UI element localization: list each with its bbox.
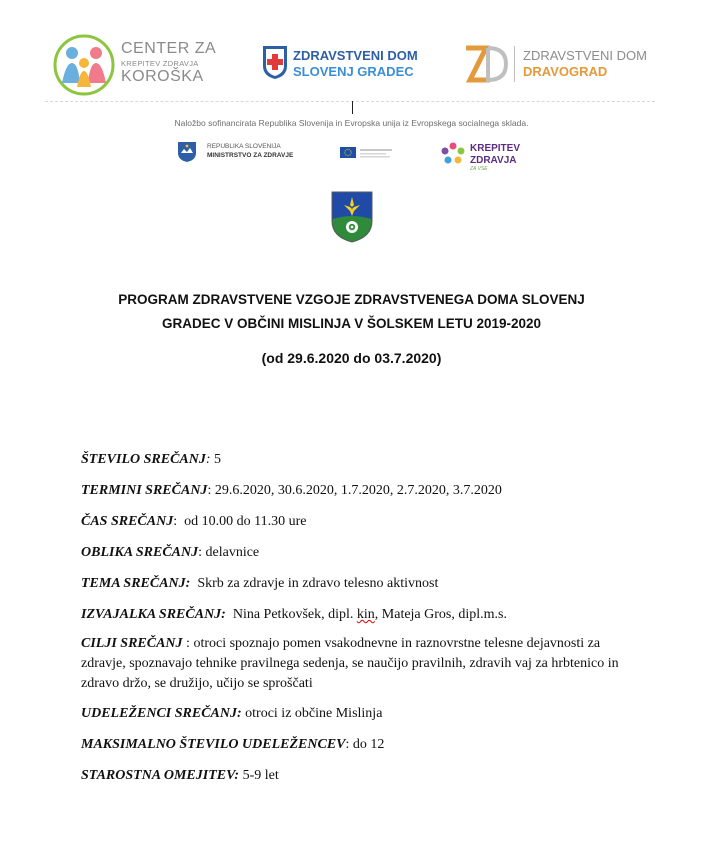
detail-termini-srecanj xyxy=(81,482,502,500)
detail-label: OBLIKA SREČANJ xyxy=(81,545,199,560)
detail-separator: : xyxy=(173,514,185,529)
center-logo-line1: CENTER ZA xyxy=(121,40,217,57)
ministry-line2: MINISTRSTVO ZA ZDRAVJE xyxy=(207,152,294,159)
krepitev-line1: KREPITEV xyxy=(470,143,521,154)
spellcheck-word: kin xyxy=(356,607,375,622)
dravograd-divider xyxy=(514,46,515,82)
detail-udelezenci-srecanj xyxy=(81,705,382,723)
detail-value: od 10.00 do 11.30 ure xyxy=(184,514,307,529)
detail-separator: : xyxy=(205,452,215,467)
center-logo-line3: KOROŠKA xyxy=(121,68,204,85)
detail-separator: : xyxy=(198,545,206,560)
detail-separator: : xyxy=(207,483,215,498)
zd-sg-logo-line2: SLOVENJ GRADEC xyxy=(293,64,414,79)
detail-value: 5-9 let xyxy=(242,768,279,783)
detail-value: , Mateja Gros, dipl.m.s. xyxy=(374,607,507,622)
detail-value: 29.6.2020, 30.6.2020, 1.7.2020, 2.7.2020, 3.7.2020 xyxy=(214,483,502,498)
detail-cas-srecanj xyxy=(81,513,306,531)
ministry-emblem-icon xyxy=(176,141,198,163)
zd-dravograd-monogram-icon xyxy=(462,42,512,86)
detail-label: TEMA SREČANJ: xyxy=(81,576,191,591)
program-dates: (od 29.6.2020 do 03.7.2020) xyxy=(261,350,442,366)
zd-dravograd-logo-line1: ZDRAVSTVENI DOM xyxy=(523,48,647,63)
detail-label: TERMINI SREČANJ xyxy=(81,483,208,498)
center-za-krepitev-zdravja-logo-icon xyxy=(52,33,116,97)
detail-izvajalka-srecanj xyxy=(81,606,507,624)
detail-value: Skrb za zdravje in zdravo telesno aktivnost xyxy=(197,576,439,591)
detail-value: otroci iz občine Mislinja xyxy=(245,706,383,721)
detail-separator: : xyxy=(182,636,194,651)
detail-value: otroci spoznajo pomen vsakodnevne in raznovrstne telesne dejavnosti za zdravje, spoznavajo tehnike pravilnega sedenja, se naučijo pravilnih, zdravih vaj za hrbtenico in zdravo držo, se družijo, učijo se sproščati xyxy=(81,636,619,691)
page-title-line2: GRADEC V OBČINI MISLINJA V ŠOLSKEM LETU 2019-2020 xyxy=(161,316,542,331)
detail-value: Nina Petkovšek, dipl. xyxy=(232,607,357,622)
detail-oblika-srecanj xyxy=(81,544,259,562)
detail-cilji-srecanj xyxy=(81,634,641,694)
municipality-coat-of-arms-icon xyxy=(331,191,373,243)
detail-label: ČAS SREČANJ xyxy=(81,514,174,529)
header-divider xyxy=(45,101,655,102)
zd-dravograd-logo-line2: DRAVOGRAD xyxy=(523,64,608,79)
ministry-line1: REPUBLIKA SLOVENIJA xyxy=(207,143,281,150)
zd-sg-logo-line1: ZDRAVSTVENI DOM xyxy=(293,48,418,63)
krepitev-line3: ZA VSE xyxy=(470,166,488,172)
detail-maksimalno-stevilo xyxy=(81,736,384,754)
detail-label: IZVAJALKA SREČANJ: xyxy=(81,607,226,622)
detail-separator: : xyxy=(345,737,353,752)
detail-stevilo-srecanj xyxy=(81,451,221,469)
krepitev-zdravja-flower-icon xyxy=(440,141,466,167)
detail-tema-srecanj xyxy=(81,575,438,593)
detail-label: UDELEŽENCI SREČANJ: xyxy=(81,706,242,721)
detail-starostna-omejitev xyxy=(81,767,279,785)
detail-value: delavnice xyxy=(205,545,260,560)
detail-value: do 12 xyxy=(352,737,385,752)
detail-value: 5 xyxy=(214,452,222,467)
krepitev-line2: ZDRAVJA xyxy=(470,155,517,166)
detail-label: MAKSIMALNO ŠTEVILO UDELEŽENCEV xyxy=(81,737,346,752)
zd-slovenj-gradec-emblem-icon xyxy=(261,44,289,80)
funding-note: Naložbo sofinancirata Republika Slovenija in Evropska unija iz Evropskega socialnega sklada. xyxy=(174,118,529,128)
detail-label: CILJI SREČANJ xyxy=(81,636,183,651)
center-logo-line2: KREPITEV ZDRAVJA xyxy=(121,59,199,68)
eu-ess-logo-icon xyxy=(340,146,396,164)
page-title-line1: PROGRAM ZDRAVSTVENE VZGOJE ZDRAVSTVENEGA DOMA SLOVENJ xyxy=(118,292,585,307)
detail-label: STAROSTNA OMEJITEV: xyxy=(81,768,240,783)
text-cursor xyxy=(352,101,353,114)
detail-separator xyxy=(226,607,233,622)
detail-label: ŠTEVILO SREČANJ xyxy=(81,452,206,467)
